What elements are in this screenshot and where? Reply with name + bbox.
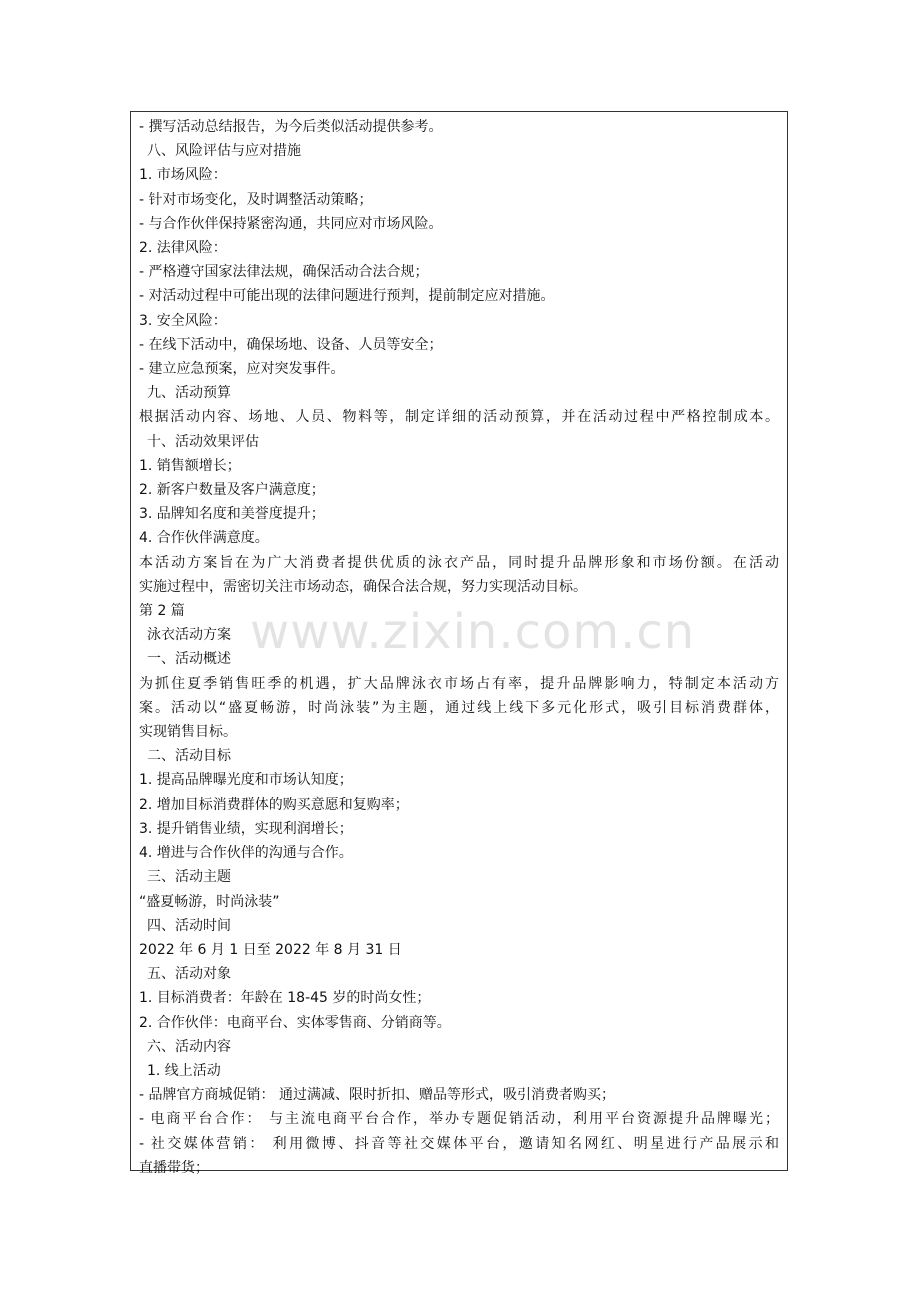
text-line: - 社交媒体营销： 利用微博、抖音等社交媒体平台，邀请知名网红、明星进行产品展示和 <box>139 1135 779 1152</box>
section-heading: 六、活动内容 <box>147 1038 231 1055</box>
section-heading: 八、风险评估与应对措施 <box>147 143 301 160</box>
text-line: 直播带货； <box>139 1159 209 1176</box>
list-item: 3. 提升销售业绩，实现利润增长； <box>139 820 353 837</box>
paragraph-line: 根据活动内容、场地、人员、物料等，制定详细的活动预算，并在活动过程中严格控制成本。 <box>139 409 779 426</box>
list-item: 1. 市场风险： <box>139 167 227 184</box>
section-heading: 十、活动效果评估 <box>147 433 259 450</box>
list-item: 2. 新客户数量及客户满意度； <box>139 482 325 499</box>
list-item: 1. 提高品牌曝光度和市场认知度； <box>139 772 353 789</box>
text-line: 2022 年 6 月 1 日至 2022 年 8 月 31 日 <box>139 941 402 958</box>
text-line: - 对活动过程中可能出现的法律问题进行预判，提前制定应对措施。 <box>139 288 555 305</box>
text-line: - 建立应急预案，应对突发事件。 <box>139 361 345 378</box>
section-heading: 三、活动主题 <box>147 869 231 886</box>
section-heading: 五、活动对象 <box>147 966 231 983</box>
section-heading: 四、活动时间 <box>147 917 231 934</box>
list-item: 1. 目标消费者：年龄在 18-45 岁的时尚女性； <box>139 990 431 1007</box>
list-item: 2. 合作伙伴：电商平台、实体零售商、分销商等。 <box>139 1014 451 1031</box>
text-line: - 撰写活动总结报告，为今后类似活动提供参考。 <box>139 119 443 135</box>
section-heading: 九、活动预算 <box>147 385 231 402</box>
list-item: 4. 增进与合作伙伴的沟通与合作。 <box>139 845 353 862</box>
paragraph-line: 实现销售目标。 <box>139 724 237 741</box>
list-item: 2. 增加目标消费群体的购买意愿和复购率； <box>139 796 409 813</box>
document-body <box>139 115 779 1180</box>
part-title: 第 2 篇 <box>139 603 185 620</box>
subsection-heading: 1. 线上活动 <box>147 1062 221 1079</box>
text-line: - 品牌官方商城促销： 通过满减、限时折扣、赠品等形式，吸引消费者购买； <box>139 1087 615 1104</box>
section-heading: 一、活动概述 <box>147 651 231 668</box>
list-item: 3. 品牌知名度和美誉度提升； <box>139 506 325 523</box>
section-heading: 二、活动目标 <box>147 748 231 765</box>
list-item: 4. 合作伙伴满意度。 <box>139 530 269 547</box>
list-item: 3. 安全风险： <box>139 312 227 329</box>
list-item: 1. 销售额增长； <box>139 457 241 474</box>
text-line: - 与合作伙伴保持紧密沟通，共同应对市场风险。 <box>139 215 443 232</box>
text-line: - 针对市场变化，及时调整活动策略； <box>139 191 373 208</box>
text-line: - 严格遵守国家法律法规，确保活动合法合规； <box>139 264 429 281</box>
text-line: - 在线下活动中，确保场地、设备、人员等安全； <box>139 336 443 353</box>
text-line: “盛夏畅游，时尚泳装” <box>139 893 280 910</box>
paragraph-line: 实施过程中，需密切关注市场动态，确保合法合规，努力实现活动目标。 <box>139 578 587 595</box>
list-item: 2. 法律风险： <box>139 240 227 257</box>
document-title: 泳衣活动方案 <box>147 627 231 644</box>
document-frame <box>130 111 788 1176</box>
paragraph-line: 为抓住夏季销售旺季的机遇，扩大品牌泳衣市场占有率，提升品牌影响力，特制定本活动方 <box>139 675 779 692</box>
watermark-text: www.zixin.com.cn <box>250 604 696 660</box>
paragraph-line: 案。活动以“盛夏畅游，时尚泳装”为主题，通过线上线下多元化形式，吸引目标消费群体， <box>139 699 779 716</box>
text-line: - 电商平台合作： 与主流电商平台合作，举办专题促销活动，利用平台资源提升品牌曝光； <box>139 1111 779 1128</box>
paragraph-line: 本活动方案旨在为广大消费者提供优质的泳衣产品，同时提升品牌形象和市场份额。在活动 <box>139 554 779 571</box>
